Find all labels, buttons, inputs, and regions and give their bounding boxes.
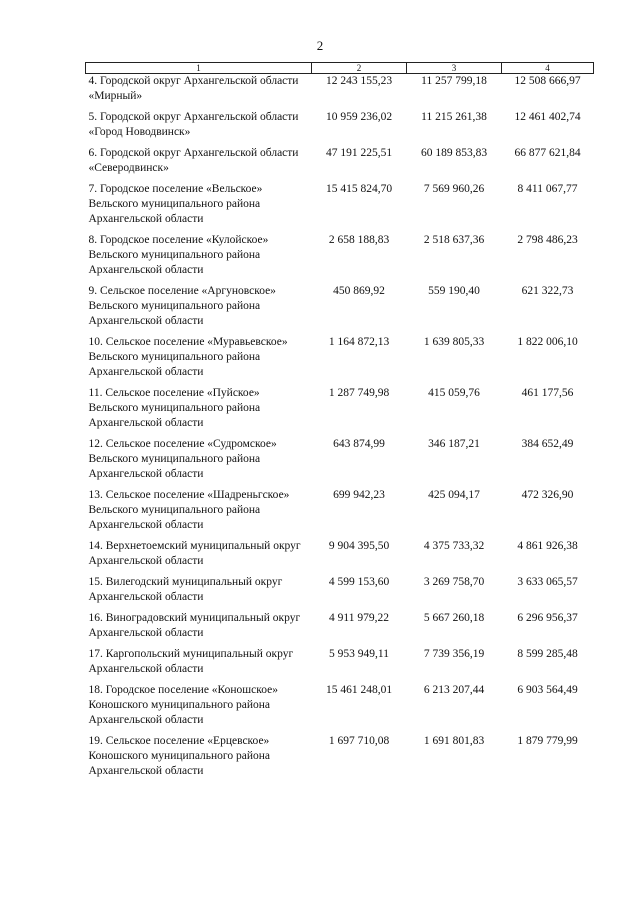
value-col2-cell: 1 287 749,98 [328, 387, 390, 399]
municipality-name-cell: 5. Городской округ Архангельской области «Город Новодвинск» [88, 111, 299, 138]
table-row [86, 146, 594, 182]
value-col4-cell: 472 326,90 [521, 489, 574, 501]
value-col2-cell: 1 164 872,13 [328, 336, 390, 348]
table-row [86, 437, 594, 488]
table-row [86, 233, 594, 284]
municipality-name-cell: 19. Сельское поселение «Ерцевское» Коношского муниципального района Архангельской области [88, 735, 270, 777]
value-col3-cell: 559 190,40 [428, 285, 480, 297]
municipality-name-cell: 14. Верхнетоемский муниципальный округ Архангельской области [88, 540, 301, 567]
value-col4-cell: 6 903 564,49 [517, 684, 578, 696]
value-col4-cell: 8 599 285,48 [517, 648, 578, 660]
table-row [86, 182, 594, 233]
municipality-name-cell: 4. Городской округ Архангельской области «Мирный» [88, 75, 299, 102]
value-col3-cell: 4 375 733,32 [423, 540, 485, 552]
table-row [86, 488, 594, 539]
municipality-name-cell: 10. Сельское поселение «Муравьевское» Вельского муниципального района Архангельской области [88, 336, 288, 378]
value-col2-cell: 47 191 225,51 [325, 147, 393, 159]
value-col2-cell: 15 415 824,70 [325, 183, 393, 195]
value-col2-cell: 5 953 949,11 [329, 648, 389, 660]
value-col3-cell: 7 739 356,19 [423, 648, 485, 660]
value-col4-cell: 461 177,56 [521, 387, 574, 399]
municipality-name-cell: 11. Сельское поселение «Пуйское» Вельского муниципального района Архангельской области [88, 387, 261, 429]
municipality-name-cell: 6. Городской округ Архангельской области «Северодвинск» [88, 147, 299, 174]
value-col2-cell: 10 959 236,02 [325, 111, 393, 123]
value-col3-cell: 3 269 758,70 [423, 576, 485, 588]
table-row [86, 74, 594, 111]
value-col3-cell: 425 094,17 [428, 489, 480, 501]
value-col4-cell: 1 822 006,10 [517, 336, 578, 348]
municipality-name-cell: 13. Сельское поселение «Шадреньгское» Вельского муниципального района Архангельской области [88, 489, 290, 531]
value-col4-cell: 66 877 621,84 [514, 147, 581, 159]
value-col2-cell: 1 697 710,08 [328, 735, 390, 747]
municipality-name-cell: 18. Городское поселение «Коношское» Коношского муниципального района Архангельской области [88, 684, 279, 726]
value-col2-cell: 12 243 155,23 [325, 75, 393, 87]
value-col2-cell: 9 904 395,50 [328, 540, 390, 552]
value-col4-cell: 8 411 067,77 [517, 183, 578, 195]
value-col3-cell: 5 667 260,18 [423, 612, 485, 624]
value-col3-cell: 11 257 799,18 [421, 75, 487, 87]
municipality-name-cell: 15. Вилегодский муниципальный округ Архангельской области [88, 576, 283, 603]
table-row [86, 386, 594, 437]
value-col4-cell: 4 861 926,38 [517, 540, 578, 552]
table-row [86, 110, 594, 146]
value-col3-cell: 11 215 261,38 [421, 111, 487, 123]
value-col3-cell: 7 569 960,26 [423, 183, 485, 195]
value-col4-cell: 1 879 779,99 [517, 735, 578, 747]
column-header-4: 4 [502, 63, 594, 74]
value-col2-cell: 699 942,23 [333, 489, 385, 501]
value-col4-cell: 12 508 666,97 [514, 75, 581, 87]
table-row [86, 734, 594, 785]
value-col2-cell: 2 658 188,83 [328, 234, 390, 246]
municipality-name-cell: 9. Сельское поселение «Аргуновское» Вельского муниципального района Архангельской области [88, 285, 276, 327]
value-col4-cell: 2 798 486,23 [517, 234, 578, 246]
value-col3-cell: 415 059,76 [428, 387, 480, 399]
municipality-name-cell: 17. Каргопольский муниципальный округ Архангельской области [88, 648, 294, 675]
table-row [86, 611, 594, 647]
value-col2-cell: 450 869,92 [333, 285, 385, 297]
value-col4-cell: 6 296 956,37 [517, 612, 578, 624]
table-header-row [86, 63, 594, 74]
municipality-name-cell: 7. Городское поселение «Вельское» Вельского муниципального района Архангельской области [88, 183, 263, 225]
column-header-3: 3 [407, 63, 502, 74]
municipality-name-cell: 16. Виноградовский муниципальный округ Архангельской области [88, 612, 301, 639]
value-col2-cell: 643 874,99 [333, 438, 385, 450]
table-row [86, 575, 594, 611]
column-header-1: 1 [86, 63, 312, 74]
column-header-2: 2 [312, 63, 407, 74]
table-row [86, 647, 594, 683]
table-row [86, 284, 594, 335]
municipality-name-cell: 12. Сельское поселение «Судромское» Вельского муниципального района Архангельской области [88, 438, 277, 480]
value-col4-cell: 384 652,49 [521, 438, 574, 450]
value-col2-cell: 15 461 248,01 [325, 684, 393, 696]
value-col3-cell: 1 639 805,33 [423, 336, 485, 348]
value-col4-cell: 3 633 065,57 [517, 576, 578, 588]
value-col3-cell: 6 213 207,44 [423, 684, 485, 696]
budget-table [85, 62, 594, 785]
value-col2-cell: 4 911 979,22 [329, 612, 389, 624]
value-col3-cell: 1 691 801,83 [423, 735, 485, 747]
municipality-name-cell: 8. Городское поселение «Кулойское» Вельского муниципального района Архангельской области [88, 234, 269, 276]
value-col3-cell: 2 518 637,36 [423, 234, 485, 246]
value-col3-cell: 346 187,21 [428, 438, 480, 450]
value-col4-cell: 621 322,73 [521, 285, 574, 297]
value-col4-cell: 12 461 402,74 [514, 111, 581, 123]
value-col2-cell: 4 599 153,60 [328, 576, 390, 588]
table-row [86, 335, 594, 386]
table-row [86, 539, 594, 575]
value-col3-cell: 60 189 853,83 [420, 147, 488, 159]
table-row [86, 683, 594, 734]
table-body [86, 74, 594, 786]
page-number: 2 [316, 38, 324, 53]
